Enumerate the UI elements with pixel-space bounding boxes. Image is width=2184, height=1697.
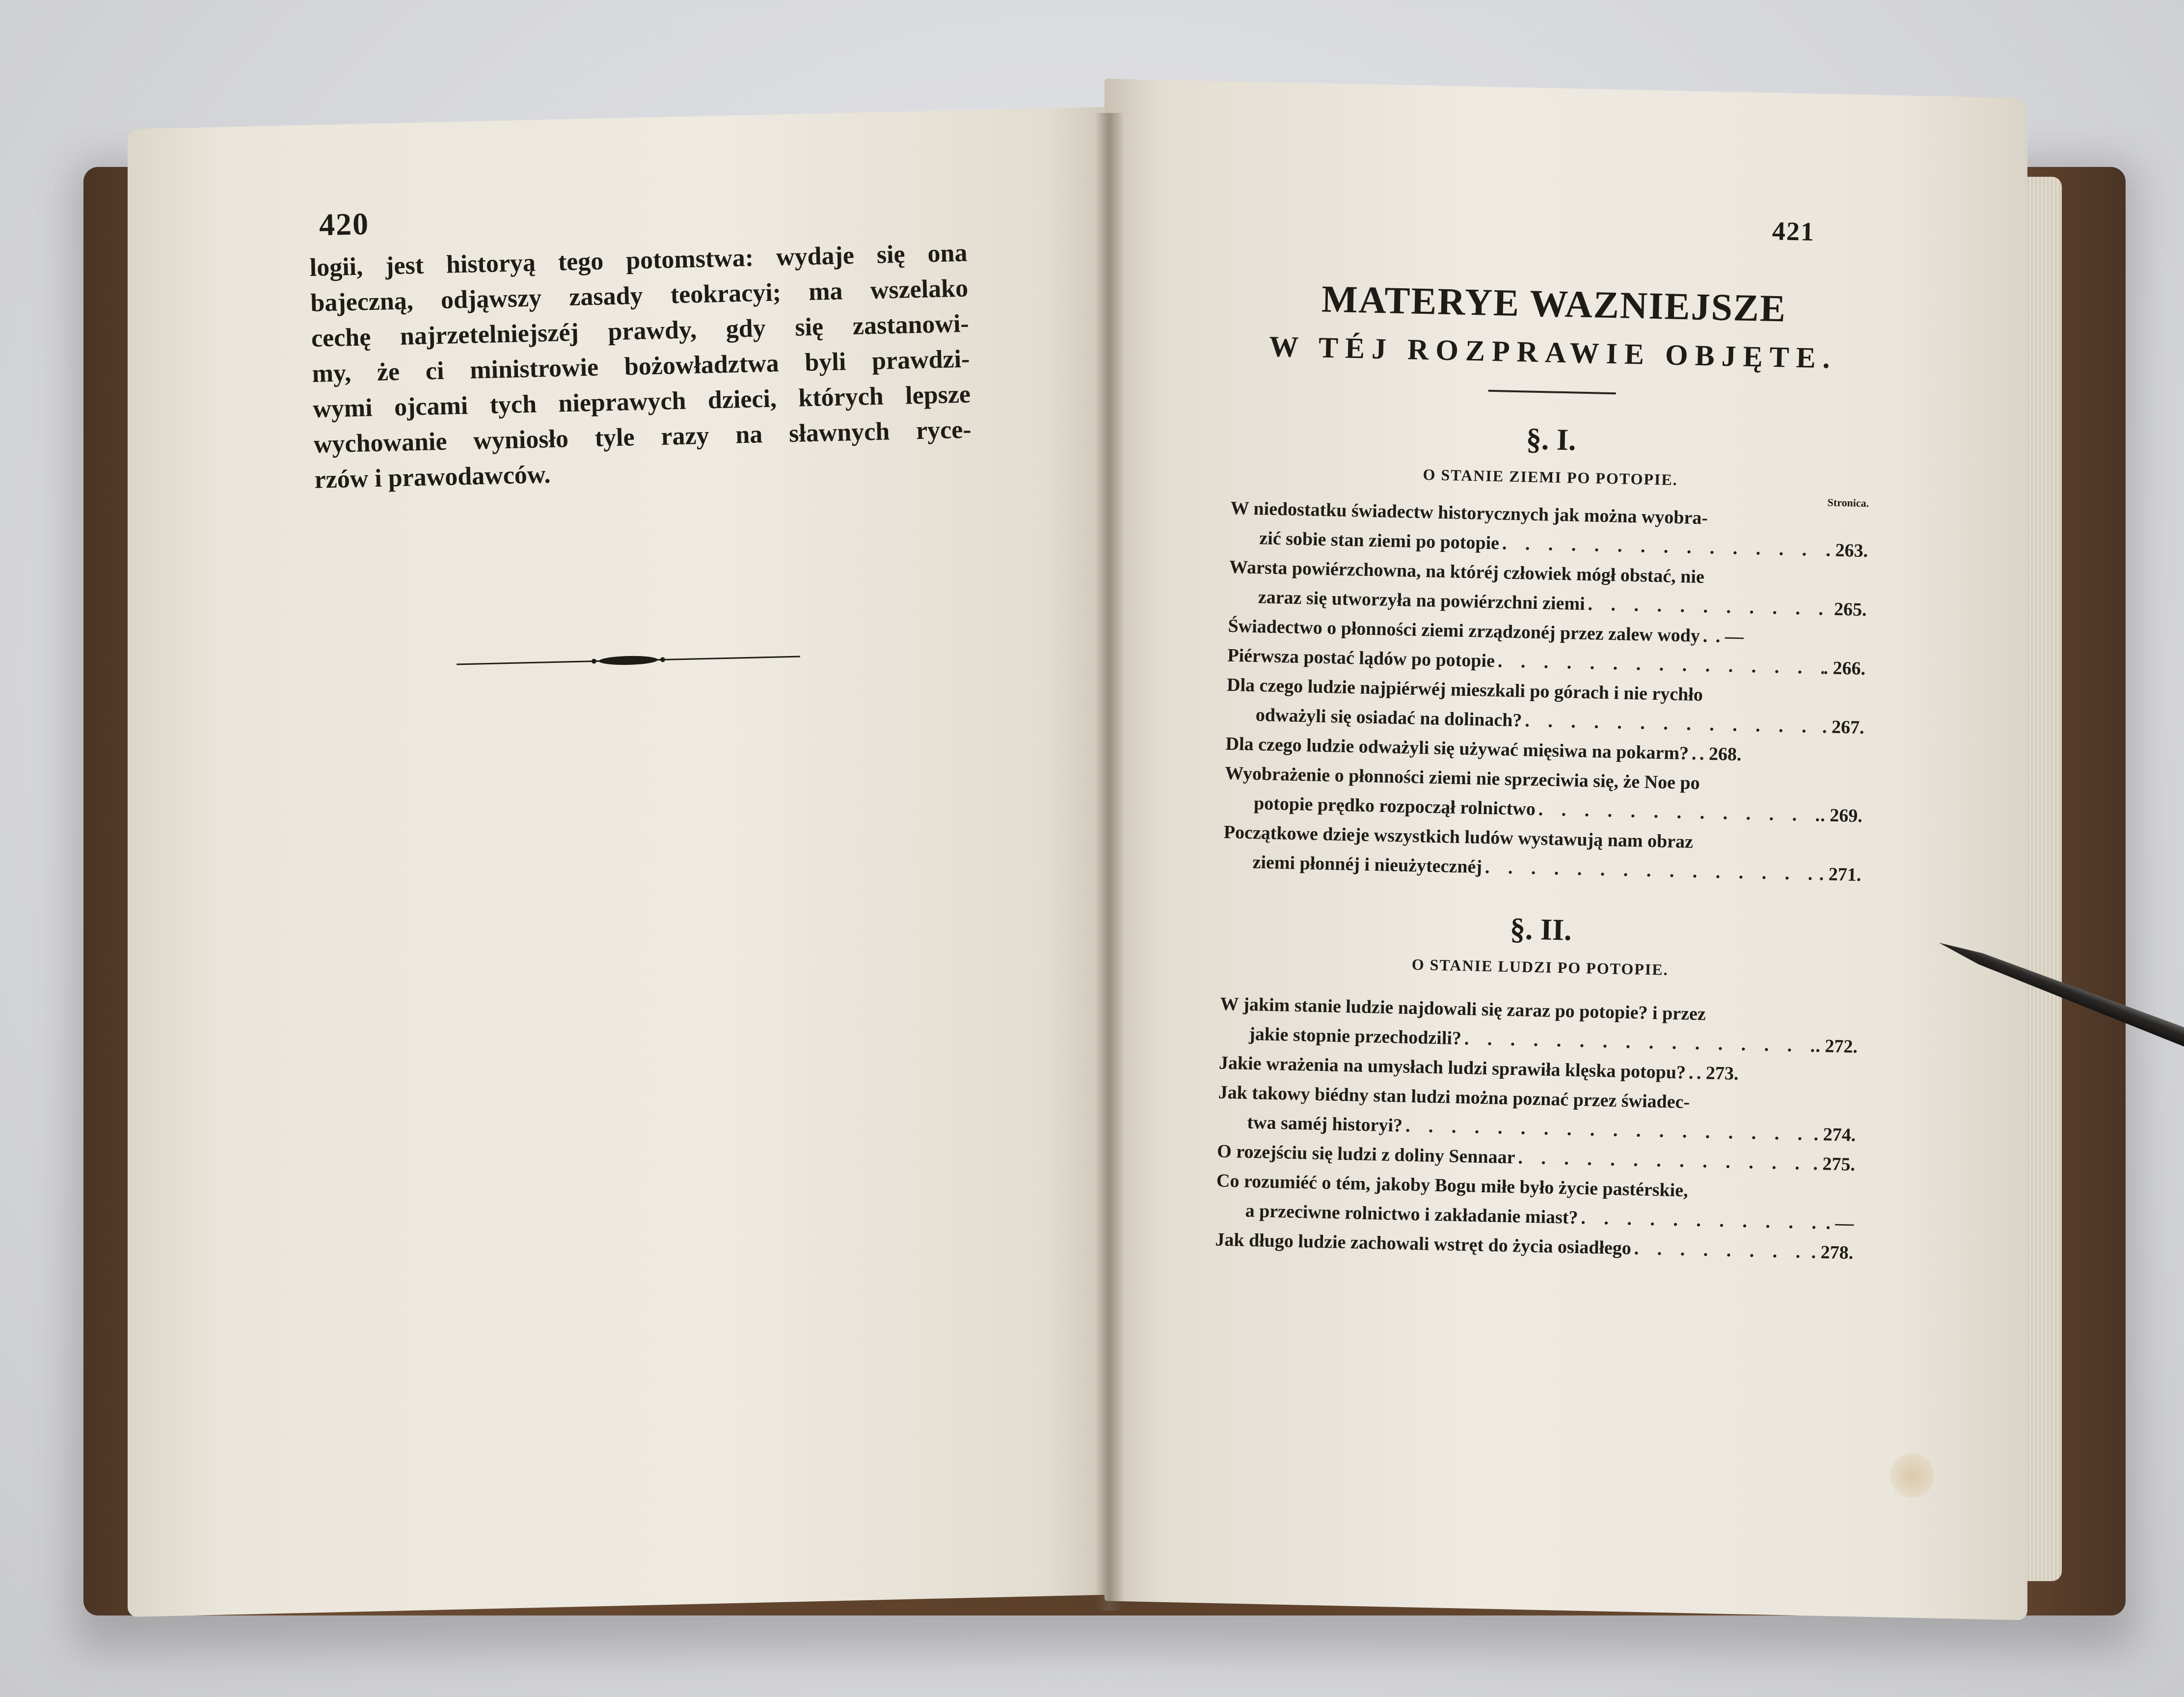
entry-page: . 263. — [1826, 540, 1868, 562]
entry-text: O rozejściu się ludzi z doliny Sennaar — [1216, 1141, 1515, 1168]
entry-page: . 271. — [1819, 864, 1861, 885]
entry-text: Wyobrażenie o płonności ziemi nie sprzeciwia się, że Noe po — [1224, 763, 1700, 794]
entry-text-cont: odważyli się osiadać na dolinach? — [1255, 705, 1522, 731]
entry-page: . 273. — [1696, 1062, 1739, 1084]
text-line: my, że ci ministrowie bożowładztwa byli prawdzi- — [312, 345, 971, 388]
text-line: wymi ojcami tych nieprawych dzieci, których lepsze — [312, 380, 971, 423]
entry-page: . — — [1715, 626, 1744, 647]
entry-text: Jakie wrażenia na umysłach ludzi sprawiła klęska potopu? — [1218, 1052, 1686, 1083]
section-2 — [1215, 906, 1860, 1268]
entry-text: Początkowe dzieje wszystkich ludów wystawują nam obraz — [1223, 821, 1694, 852]
book-gutter — [1095, 113, 1124, 1611]
entry-text: Dla czego ludzie najpiérwéj mieszkali po górach i nie rychło — [1226, 674, 1703, 706]
contents-subtitle: W TÉJ ROZPRAWIE OBJĘTE. — [1268, 330, 1837, 375]
text-line: cechę najrzetelniejszéj prawdy, gdy się zastanowi- — [311, 309, 970, 353]
entry-text-cont: ziemi płonnéj i nieużytecznéj — [1252, 851, 1483, 877]
section-1 — [1223, 416, 1870, 890]
entry-text: Jak takowy biédny stan ludzi można poznać przez świadec- — [1218, 1082, 1690, 1113]
entry-text: Warsta powiérzchowna, na któréj człowiek mógł obstać, nie — [1229, 556, 1705, 588]
entry-text: Świadectwo o płonności ziemi zrządzonéj przez zalew wody — [1228, 615, 1700, 646]
left-page-text — [309, 236, 972, 498]
title-rule — [1488, 390, 1616, 394]
text-line: bajeczną, odjąwszy zasady teokracyi; ma wszelako — [310, 274, 969, 317]
entry-text: Dla czego ludzie odważyli się używać mięsiwa na pokarm? — [1225, 733, 1689, 764]
entry-text-cont: zaraz się utworzyła na powiérzchni ziemi — [1258, 587, 1586, 615]
entry-text-cont: jakie stopnie przechodzili? — [1248, 1023, 1462, 1049]
entry-text-cont: a przeciwne rolnictwo i zakładanie miast? — [1245, 1200, 1578, 1228]
section-subheading: O STANIE LUDZI PO POTOPIE. — [1411, 955, 1669, 979]
text-line: wychowanie wyniosło tyle razy na sławnych ryce- — [313, 415, 972, 459]
entry-page: . 268. — [1699, 743, 1742, 765]
entry-page: . 266. — [1823, 657, 1866, 680]
entry-text-cont: twa saméj historyi? — [1247, 1112, 1403, 1136]
text-line: logii, jest historyą tego potomstwa: wydaje się ona — [309, 239, 968, 282]
contents-title: MATERYE WAZNIEJSZE — [1321, 277, 1787, 330]
entry-page: . 278. — [1811, 1241, 1854, 1263]
section-heading: §. I. — [1526, 422, 1577, 457]
section-subheading: O STANIE ZIEMI PO POTOPIE. — [1423, 465, 1678, 489]
entry-text-cont: zić sobie stan ziemi po potopie — [1259, 528, 1500, 554]
paper-stain — [1890, 1453, 1934, 1498]
entry-page: . 275. — [1813, 1153, 1856, 1175]
entry-page: 265. — [1833, 599, 1867, 621]
left-page-number: 420 — [319, 206, 370, 243]
entry-text-cont: potopie prędko rozpoczął rolnictwo — [1253, 793, 1536, 820]
entry-page: . 274. — [1813, 1124, 1856, 1146]
text-line: rzów i prawodawców. — [314, 460, 551, 494]
entry-text: W jakim stanie ludzie najdowali się zaraz po potopie? i przez — [1220, 993, 1706, 1025]
entry-text: Piérwsza postać lądów po potopie — [1227, 645, 1495, 672]
entry-text: Jak długo ludzie zachowali wstręt do życia osiadłego — [1215, 1229, 1632, 1259]
entry-page: . 272. — [1815, 1036, 1858, 1057]
entry-page: . 267. — [1822, 716, 1865, 738]
contents-block — [1215, 196, 1875, 1268]
entry-text: Co rozumiéć o tém, jakoby Bogu miłe było życie pastérskie, — [1216, 1170, 1689, 1201]
entry-text: W niedostatku świadectw historycznych jak można wyobra- — [1230, 497, 1708, 529]
section-heading: §. II. — [1510, 912, 1572, 947]
right-page-number: 421 — [1772, 216, 1815, 246]
entry-page: . — — [1826, 1212, 1854, 1234]
page-column-label: Stronica. — [1827, 496, 1869, 510]
entry-page: . 269. — [1820, 805, 1863, 826]
